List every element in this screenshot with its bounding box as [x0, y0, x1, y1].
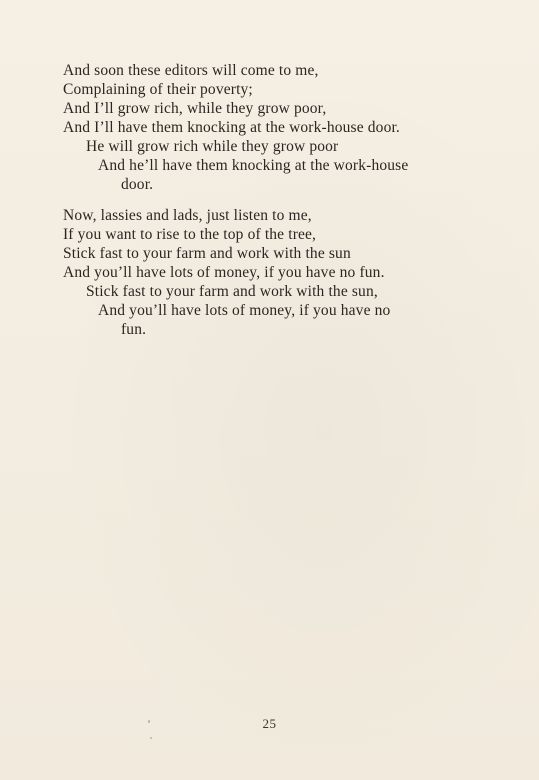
page-number: 25 [262, 716, 277, 731]
refrain-line: And you’ll have lots of money, if you have no [98, 302, 391, 319]
refrain-continuation: fun. [121, 321, 147, 338]
refrain-line: Stick fast to your farm and work with the sun, [86, 283, 378, 300]
poem-line: And I’ll grow rich, while they grow poor, [63, 100, 327, 117]
poem-line: And you’ll have lots of money, if you have no fun. [63, 264, 385, 281]
poem-line: If you want to rise to the top of the tree, [63, 226, 317, 243]
refrain-line: He will grow rich while they grow poor [86, 138, 339, 155]
poem-line: Now, lassies and lads, just listen to me, [63, 207, 312, 224]
poem-line: Stick fast to your farm and work with the sun [63, 245, 351, 262]
poem-line: And soon these editors will come to me, [63, 62, 319, 79]
poem-line: And I’ll have them knocking at the work-house door. [63, 119, 400, 136]
paper-speck [150, 737, 152, 739]
poem-line: Complaining of their poverty; [63, 81, 253, 98]
refrain-line: And he’ll have them knocking at the work-house [98, 157, 409, 174]
refrain-continuation: door. [121, 176, 154, 193]
